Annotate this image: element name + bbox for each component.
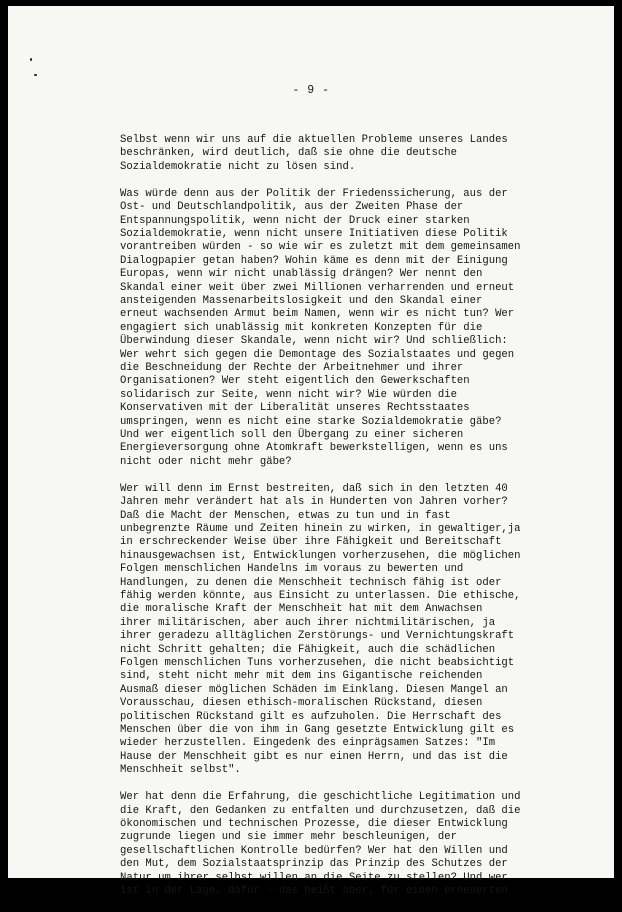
text-line: Menschheit selbst". (120, 764, 241, 777)
text-line: Skandal einer weit über zwei Millionen verharrenden und erneut (120, 281, 515, 294)
text-line: Sozialdemokratie nicht zu lösen sind. (120, 160, 356, 173)
text-line: Wer hat denn die Erfahrung, die geschichtliche Legitimation und (120, 791, 521, 804)
text-line: nicht oder nicht mehr gäbe? (120, 455, 292, 468)
text-line: ist in der Lage, dafür - das heißt aber, für einen erneuerten (120, 885, 508, 898)
text-line: Selbst wenn wir uns auf die aktuellen Probleme unseres Landes (120, 134, 508, 146)
document-page (8, 6, 614, 898)
text-line: Hause der Menschheit gibt es nur einen Herrn, und das ist die (120, 750, 508, 763)
text-line: Handlungen, zu denen die Menschheit technisch fähig ist oder (120, 576, 502, 589)
text-line: Was würde denn aus der Politik der Friedenssicherung, aus der (120, 187, 508, 200)
text-line: erneut wachsenden Armut beim Namen, wenn wir es nicht tun? Wer (120, 308, 515, 321)
text-line: Energieversorgung ohne Atomkraft bewerkstelligen, wenn es uns (120, 442, 508, 455)
text-line: den Mut, dem Sozialstaatsprinzip das Prinzip des Schutzes der (120, 858, 508, 871)
text-line: Europas, wenn wir nicht unablässig drängen? Wer nennt den (120, 268, 483, 281)
text-line: Sozialdemokratie, wenn nicht unsere Initiativen diese Politik (120, 227, 508, 240)
text-line: nicht Schritt gehalten; die Fähigkeit, auch die schädlichen (120, 643, 496, 656)
text-line: Natur um ihrer selbst willen an die Seite zu stellen? Und wer (120, 871, 508, 884)
text-line: umspringen, wenn es nicht eine starke Sozialdemokratie gäbe? (120, 415, 502, 428)
text-line: Ost- und Deutschlandpolitik, aus der Zweiten Phase der (120, 201, 464, 214)
text-line: Überwindung dieser Skandale, wenn nicht wir? Und schließlich: (120, 335, 508, 348)
body-text (120, 134, 590, 912)
text-line: Organisationen? Wer steht eigentlich den Gewerkschaften (120, 375, 470, 388)
text-line: Daß die Macht der Menschen, etwas zu tun und in fast (120, 509, 451, 522)
text-line: solidarisch zur Seite, wenn nicht wir? Wie würden die (120, 388, 457, 401)
text-line: gesellschaftlichen Kontrolle bedürfen? Wer hat den Willen und (120, 844, 508, 857)
text-line: Wer will denn im Ernst bestreiten, daß sich in den letzten 40 (120, 482, 508, 495)
paragraph (120, 791, 590, 898)
text-line: wieder herzustellen. Eingedenk des einprägsamen Satzes: "Im (120, 737, 496, 750)
page-number: - 9 - (292, 84, 330, 97)
text-line: ökonomischen und technischen Prozesse, die dieser Entwicklung (120, 818, 508, 830)
text-line: sind, steht nicht mehr mit dem ins Gigantische reichenden (120, 670, 483, 683)
text-line: ihrer geradezu alltäglichen Zerstörungs- und Vernichtungskraft (120, 630, 515, 643)
paragraph (120, 134, 590, 174)
text-line: unbegrenzte Räume und Zeiten hinein zu wirken, in gewaltiger,ja (120, 522, 521, 535)
text-line: Und wer eigentlich soll den Übergang zu einer sicheren (120, 429, 464, 442)
text-line: die moralische Kraft der Menschheit hat mit dem Anwachsen (120, 603, 483, 616)
text-line: Dialogpapier getan haben? Wohin käme es denn mit der Einigung (120, 254, 508, 267)
text-line: Wer wehrt sich gegen die Demontage des Sozialstaates und gegen (120, 348, 515, 361)
text-line: hinausgewachsen ist, Entwicklungen vorherzusehen, die möglichen (120, 549, 521, 562)
scan-speck (30, 58, 32, 61)
text-line: Entspannungspolitik, wenn nicht der Druck einer starken (120, 214, 470, 227)
text-line: ansteigenden Massenarbeitslosigkeit und den Skandal einer (120, 294, 483, 307)
text-line: Folgen menschlichen Handelns im voraus zu bewerten und (120, 563, 464, 576)
text-line: die Beschneidung der Rechte der Arbeitnehmer und ihrer (120, 362, 464, 374)
text-line: zugrunde liegen und sie immer mehr beschleunigen, der (120, 831, 457, 844)
text-line: fähig werden könnte, aus Einsicht zu unterlassen. Die ethische, (120, 590, 521, 602)
text-line: Vorausschau, diesen ethisch-moralischen Rückstand, diesen (120, 697, 483, 710)
text-line: Jahren mehr verändert hat als in Hunderten von Jahren vorher? (120, 496, 508, 509)
text-line: Menschen über die von ihm in Gang gesetzte Entwicklung gilt es (120, 724, 515, 737)
text-line: beschränken, wird deutlich, daß sie ohne die deutsche (120, 147, 457, 160)
paragraph (120, 188, 590, 470)
text-line: Ausmaß dieser möglichen Schäden im Einklang. Diesen Mangel an (120, 683, 508, 696)
text-line: Konservativen mit der Liberalität unseres Rechtsstaates (120, 402, 470, 415)
text-line: ihrer militärischen, aber auch ihrer nichtmilitärischen, ja (120, 616, 496, 629)
paragraph (120, 483, 590, 778)
text-line: Folgen menschlichen Tuns vorherzusehen, die nicht beabsichtigt (120, 657, 515, 670)
text-line: vorantreiben würden - so wie wir es zuletzt mit dem gemeinsamen (120, 241, 521, 254)
text-line: in erschreckender Weise über ihre Fähigkeit und Bereitschaft (120, 536, 502, 549)
text-line: politischen Rückstand gilt es aufzuholen. Die Herrschaft des (120, 710, 502, 723)
text-line: engagiert sich unablässig mit konkreten Konzepten für die (120, 321, 483, 334)
scan-speck (34, 74, 37, 76)
text-line: die Kraft, den Gedanken zu entfalten und durchzusetzen, daß die (120, 804, 521, 817)
